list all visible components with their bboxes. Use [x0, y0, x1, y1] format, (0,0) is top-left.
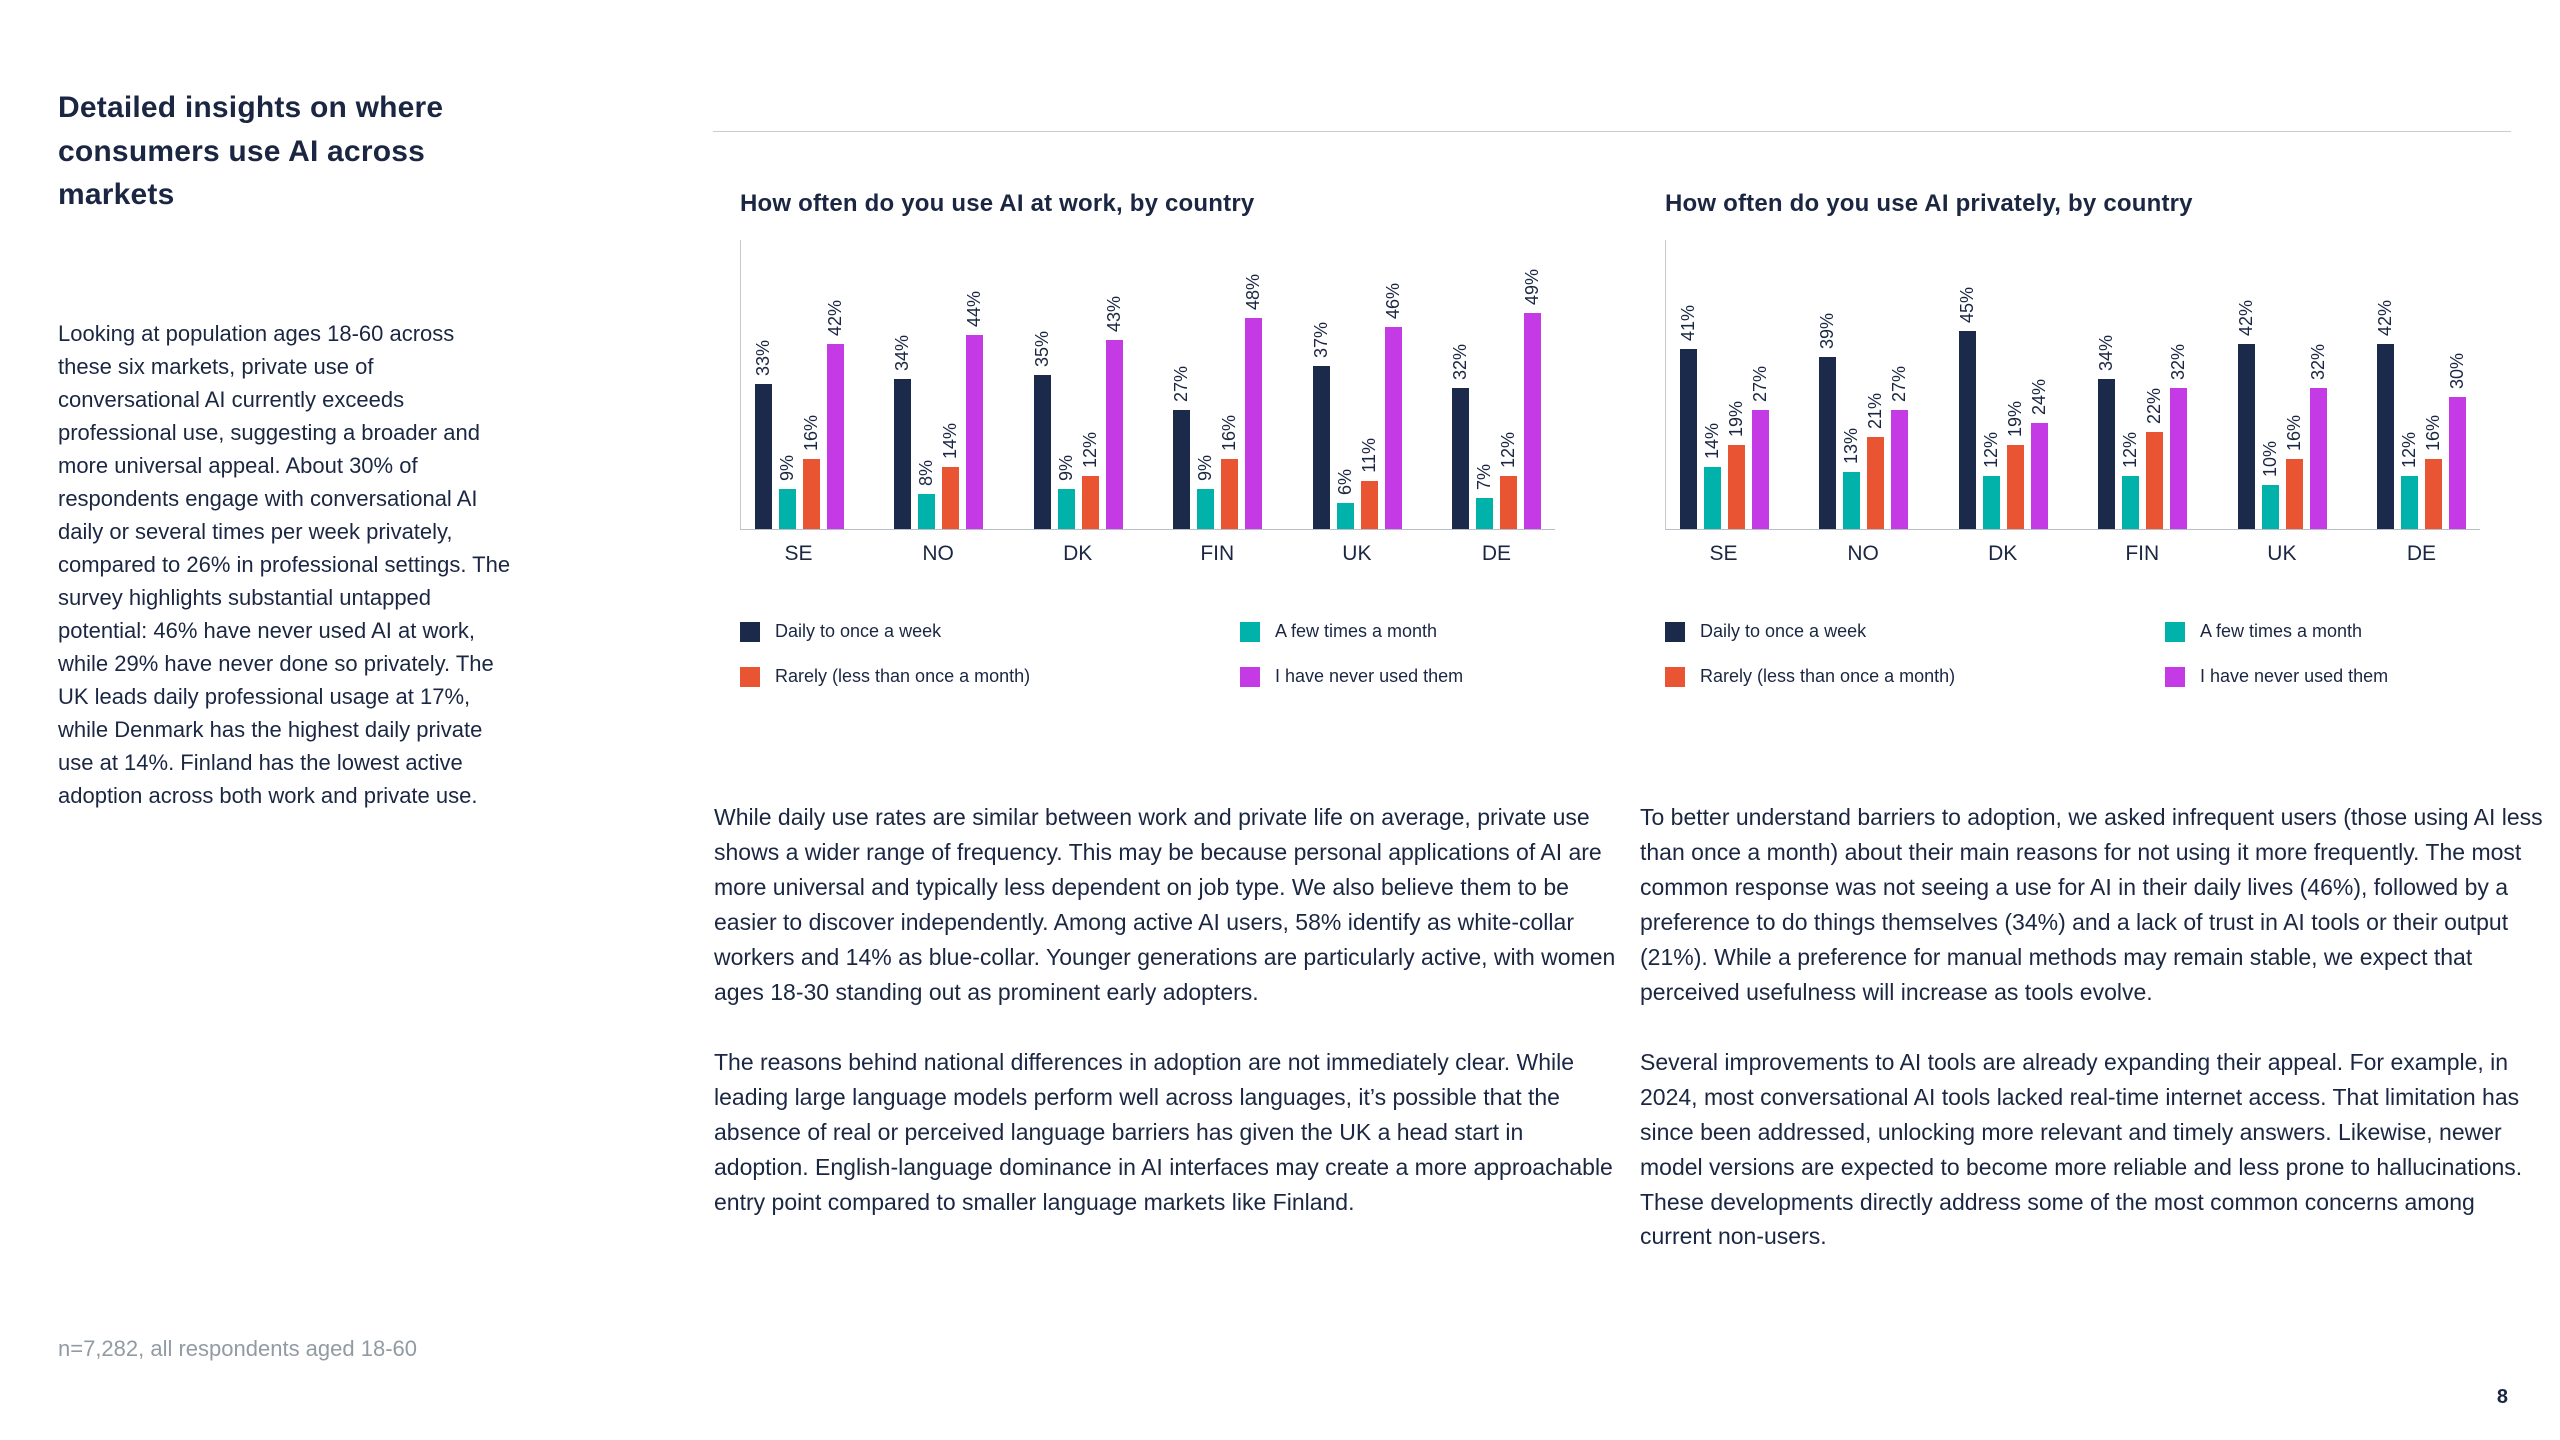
bar-value-label: 19%: [1726, 401, 1746, 438]
bar-value-label: 37%: [1310, 322, 1331, 359]
bar-group-uk: [2235, 240, 2328, 529]
x-axis-label-fin: FIN: [2125, 542, 2160, 565]
x-axis-label-dk: DK: [1988, 542, 2018, 565]
bar-slot: [918, 240, 935, 529]
bar-slot: [1819, 240, 1836, 529]
bar-value-label: 22%: [2144, 388, 2165, 425]
page-title: Detailed insights on where consumers use AI across markets: [58, 91, 444, 211]
bar-value-label: 27%: [1750, 366, 1770, 403]
bar-slot: [2307, 240, 2328, 529]
bar-slot: [1031, 240, 1052, 529]
bar: [1959, 331, 1976, 529]
bar-value-label: 41%: [1678, 304, 1698, 341]
bar-slot: [2446, 240, 2467, 529]
bar: [2170, 388, 2187, 529]
bar-value-label: 12%: [1497, 432, 1518, 469]
sample-size-footnote: n=7,282, all respondents aged 18-60: [58, 1336, 418, 1361]
bar-group-se: [1680, 240, 1769, 529]
bar-value-label: 9%: [777, 455, 797, 482]
bar-slot: [1752, 240, 1769, 529]
bar-value-label: 19%: [2004, 401, 2025, 438]
bar-group-de: [2374, 240, 2467, 529]
chart-legend: [1665, 621, 2480, 687]
bar-slot: [2170, 240, 2187, 529]
bar: [2146, 432, 2163, 529]
bar-group-dk: [1031, 240, 1124, 529]
bar-value-label: 16%: [2422, 414, 2443, 451]
legend-item: [1665, 666, 2165, 687]
legend-label: I have never used them: [1275, 666, 1464, 686]
bar: [2238, 344, 2255, 529]
legend-item: [1240, 621, 1555, 642]
bar: [1106, 340, 1123, 529]
bar-value-label: 32%: [2168, 344, 2189, 381]
legend-swatch: [740, 622, 760, 642]
chart-legend: [740, 621, 1555, 687]
bar: [1221, 459, 1238, 529]
legend-item: [740, 666, 1240, 687]
bar-slot: [2122, 240, 2139, 529]
bar-value-label: 12%: [1980, 432, 2001, 469]
bar-slot: [966, 240, 983, 529]
chart-plot: [1665, 240, 2480, 530]
bar: [1680, 349, 1697, 529]
bar: [1819, 357, 1836, 529]
bar-slot: [1867, 240, 1884, 529]
bar: [779, 489, 796, 529]
bar: [942, 467, 959, 529]
legend-label: Rarely (less than once a month): [1700, 666, 1956, 686]
bar: [1728, 445, 1745, 529]
x-axis-label-de: DE: [1481, 542, 1512, 565]
bar: [1752, 410, 1769, 529]
bar-value-label: 35%: [1031, 330, 1052, 367]
bar: [2262, 485, 2279, 529]
bar-value-label: 21%: [1865, 392, 1886, 429]
bar-slot: [1956, 240, 1977, 529]
bar: [1313, 366, 1330, 529]
bar-slot: [1382, 240, 1403, 529]
bar-value-label: 8%: [916, 459, 937, 486]
chart-title: How often do you use AI at work, by country: [740, 190, 1255, 217]
bar: [2377, 344, 2394, 529]
bar-slot: [1197, 240, 1214, 529]
bar-slot: [827, 240, 844, 529]
chart-title: How often do you use AI privately, by country: [1665, 190, 2193, 217]
legend-swatch: [1665, 622, 1685, 642]
paragraph: The reasons behind national differences in adoption are not immediately clear. While leading large language models perform well across languages, it’s possible that the absence of real or perceived language barriers has given the UK a head start in adoption. English-language dominance in AI interfaces may create a more approachable entry point compared to smaller language markets like Finland.: [714, 1048, 1613, 1215]
legend-label: I have never used them: [2200, 666, 2389, 686]
bar-slot: [1728, 240, 1745, 529]
bar: [2286, 459, 2303, 529]
bar-value-label: 24%: [2028, 379, 2049, 416]
bar: [1082, 476, 1099, 529]
legend-label: A few times a month: [2200, 621, 2363, 641]
bar: [755, 384, 772, 529]
bar: [1361, 481, 1378, 529]
chart-ai-at-work: [740, 190, 1555, 687]
chart-ai-privately: [1665, 190, 2480, 687]
x-axis-label-fin: FIN: [1200, 542, 1235, 565]
bar-slot: [894, 240, 911, 529]
bar-group-no: [1819, 240, 1908, 529]
bar-slot: [1245, 240, 1262, 529]
x-axis: [740, 542, 1555, 566]
bar-slot: [1843, 240, 1860, 529]
bar: [894, 379, 911, 529]
bar-value-label: 32%: [2307, 344, 2328, 381]
bar: [2122, 476, 2139, 529]
legend-label: Rarely (less than once a month): [775, 666, 1031, 686]
legend-swatch: [1665, 667, 1685, 687]
x-axis-label-uk: UK: [2267, 542, 2297, 565]
legend-label: Daily to once a week: [775, 621, 942, 641]
intro-paragraph: Looking at population ages 18-60 across these six markets, private use of conversational AI currently exceeds professional use, suggesting a broader and more universal appeal. About 30% of respondents engage with conversational AI daily or several times per week privately, compared to 26% in professional settings. The survey highlights substantial untapped potential: 46% have never used AI at work, while 29% have never done so privately. The UK leads daily professional usage at 17%, while Denmark has the highest daily private use at 14%. Finland has the lowest active adoption across both work and private use.: [58, 320, 511, 808]
bar-slot: [1079, 240, 1100, 529]
bar: [1245, 318, 1262, 529]
bar-slot: [2146, 240, 2163, 529]
bar-slot: [2422, 240, 2443, 529]
bar-slot: [1891, 240, 1908, 529]
bar: [1867, 437, 1884, 529]
bar-slot: [1334, 240, 1355, 529]
bar-value-label: 9%: [1195, 455, 1216, 482]
bar-slot: [2283, 240, 2304, 529]
bar-value-label: 48%: [1243, 273, 1264, 310]
bar: [2031, 423, 2048, 529]
x-axis-label-se: SE: [1709, 542, 1738, 565]
bar-value-label: 27%: [1171, 366, 1192, 403]
bar-slot: [755, 240, 772, 529]
body-column-1: [714, 800, 1619, 1254]
bar-slot: [2028, 240, 2049, 529]
x-axis-label-dk: DK: [1063, 542, 1093, 565]
bar-group-se: [755, 240, 844, 529]
bar-value-label: 14%: [1702, 423, 1722, 460]
chart-plot: [740, 240, 1555, 530]
legend-swatch: [1240, 667, 1260, 687]
bar-slot: [2259, 240, 2280, 529]
bar: [827, 344, 844, 529]
bar: [918, 494, 935, 529]
x-axis-label-uk: UK: [1342, 542, 1372, 565]
bar: [1058, 489, 1075, 529]
legend-swatch: [1240, 622, 1260, 642]
legend-item: [2165, 621, 2480, 642]
x-axis-label-no: NO: [922, 542, 954, 565]
bar-slot: [1310, 240, 1331, 529]
bar-value-label: 9%: [1055, 455, 1076, 482]
bar-value-label: 42%: [825, 300, 845, 337]
x-axis-label-no: NO: [1847, 542, 1879, 565]
bar-value-label: 12%: [1079, 432, 1100, 469]
bar-value-label: 7%: [1473, 464, 1494, 491]
body-column-2: [1640, 800, 2545, 1289]
bar-value-label: 32%: [1449, 344, 1470, 381]
page-number: 8: [2496, 1386, 2508, 1408]
bar-group-dk: [1956, 240, 2049, 529]
bar-value-label: 30%: [2446, 352, 2467, 389]
bar-value-label: 42%: [2235, 300, 2256, 337]
bar: [1197, 489, 1214, 529]
bar-group-uk: [1310, 240, 1403, 529]
bar-group-fin: [2098, 240, 2187, 529]
bar-value-label: 16%: [801, 414, 821, 451]
bar-slot: [1103, 240, 1124, 529]
bar: [803, 459, 820, 529]
bar: [1843, 472, 1860, 529]
bar-value-label: 34%: [2096, 335, 2117, 372]
bar-value-label: 6%: [1334, 468, 1355, 495]
divider: [713, 131, 2511, 132]
bar-slot: [1521, 240, 1542, 529]
legend-label: A few times a month: [1275, 621, 1438, 641]
paragraph: To better understand barriers to adoption, we asked infrequent users (those using AI less than once a month) about their main reasons for not using it more frequently. The most common response was not seeing a use for AI in their daily lives (46%), followed by a preference to do things themselves (34%) and a lack of trust in AI tools or their output (21%). While a preference for manual methods may remain stable, we expect that perceived usefulness will increase as tools evolve.: [1640, 804, 2543, 1005]
legend-item: [1665, 621, 2165, 642]
bar: [2310, 388, 2327, 529]
bar-value-label: 27%: [1889, 366, 1910, 403]
bar: [1034, 375, 1051, 529]
bar: [1500, 476, 1517, 529]
bar: [1524, 313, 1541, 529]
bar-slot: [942, 240, 959, 529]
bar-slot: [1358, 240, 1379, 529]
bar-value-label: 10%: [2259, 440, 2280, 477]
bar-value-label: 12%: [2120, 432, 2141, 469]
bar-slot: [2098, 240, 2115, 529]
bar: [1891, 410, 1908, 529]
bar-value-label: 12%: [2398, 432, 2419, 469]
bar-group-de: [1449, 240, 1542, 529]
bar-value-label: 44%: [964, 291, 985, 328]
bar-slot: [1173, 240, 1190, 529]
bar-value-label: 33%: [753, 339, 773, 376]
bar-value-label: 13%: [1841, 427, 1862, 464]
legend-item: [1240, 666, 1555, 687]
x-axis-label-se: SE: [784, 542, 813, 565]
bar-slot: [1704, 240, 1721, 529]
x-axis: [1665, 542, 2480, 566]
bar-slot: [2398, 240, 2419, 529]
legend-swatch: [2165, 667, 2185, 687]
bar-slot: [1449, 240, 1470, 529]
legend-swatch: [2165, 622, 2185, 642]
bar-slot: [1055, 240, 1076, 529]
bar-value-label: 45%: [1956, 286, 1977, 323]
bar-value-label: 16%: [1219, 414, 1240, 451]
paragraph: Several improvements to AI tools are already expanding their appeal. For example, in 2024, most conversational AI tools lacked real-time internet access. That limitation has since been addressed, unlocking more relevant and timely answers. Likewise, newer model versions are expected to become more reliable and less prone to hallucinations. These developments directly address some of the most common concerns among current non-users.: [1640, 1048, 2523, 1250]
bar: [2401, 476, 2418, 529]
bar-group-fin: [1173, 240, 1262, 529]
bar: [1704, 467, 1721, 529]
bar-slot: [803, 240, 820, 529]
bar-slot: [1221, 240, 1238, 529]
bar-group-no: [894, 240, 983, 529]
bar: [1385, 327, 1402, 529]
bar: [2449, 397, 2466, 529]
bar-slot: [2004, 240, 2025, 529]
bar: [2007, 445, 2024, 529]
bar-value-label: 46%: [1382, 282, 1403, 319]
bar-value-label: 49%: [1521, 269, 1542, 306]
bar: [1452, 388, 1469, 529]
legend-item: [2165, 666, 2480, 687]
bar-value-label: 34%: [892, 335, 913, 372]
legend-item: [740, 621, 1240, 642]
bar: [1983, 476, 2000, 529]
bar-value-label: 11%: [1358, 437, 1379, 473]
bar: [2098, 379, 2115, 529]
bar-slot: [1497, 240, 1518, 529]
bar-slot: [2235, 240, 2256, 529]
left-column: [58, 86, 513, 812]
bar-value-label: 43%: [1103, 295, 1124, 332]
legend-label: Daily to once a week: [1700, 621, 1867, 641]
bar-value-label: 39%: [1817, 313, 1838, 350]
bar-slot: [1680, 240, 1697, 529]
bar: [1476, 498, 1493, 529]
bar: [2425, 459, 2442, 529]
bar-value-label: 42%: [2374, 300, 2395, 337]
bar-slot: [779, 240, 796, 529]
legend-swatch: [740, 667, 760, 687]
bar-slot: [2374, 240, 2395, 529]
x-axis-label-de: DE: [2406, 542, 2437, 565]
bar-value-label: 14%: [940, 423, 961, 460]
bar: [1173, 410, 1190, 529]
bar-value-label: 16%: [2283, 414, 2304, 451]
bar-slot: [1980, 240, 2001, 529]
bar: [966, 335, 983, 529]
paragraph: While daily use rates are similar between work and private life on average, private use shows a wider range of frequency. This may be because personal applications of AI are more universal and typically less dependent on job type. We also believe them to be easier to discover independently. Among active AI users, 58% identify as white-collar workers and 14% as blue-collar. Younger generations are particularly active, with women ages 18-30 standing out as prominent early adopters.: [714, 804, 1616, 1005]
bar-slot: [1473, 240, 1494, 529]
bar: [1337, 503, 1354, 529]
